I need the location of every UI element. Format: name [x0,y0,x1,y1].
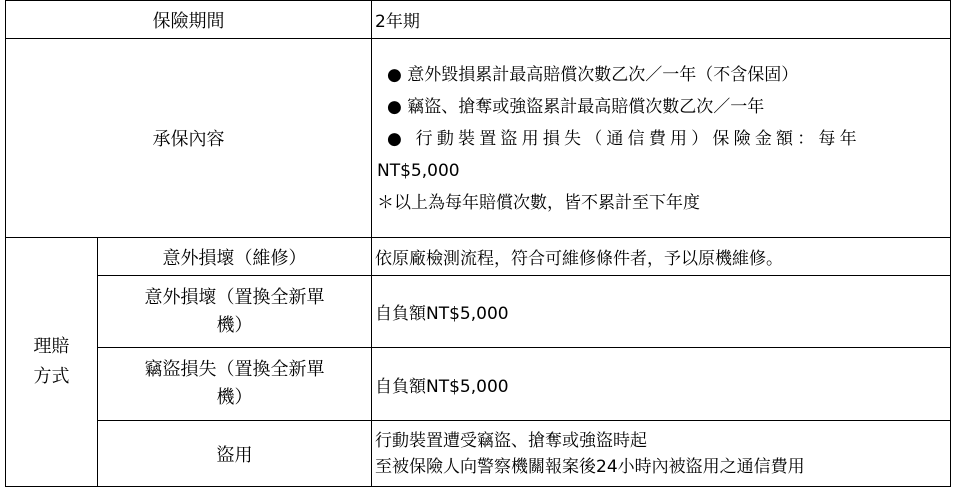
insurance-terms-table [5,0,951,487]
coverage-item-theft: ● 竊盜、搶奪或強盜累計最高賠償次數乙次／一年 [387,97,765,117]
claim-row-replace [6,276,951,348]
claim-row-theft [6,348,951,421]
claim-detail-misuse-line1: 行動裝置遭受竊盜、搶奪或強盜時起 [375,430,647,451]
claim-type-repair: 意外損壞（維修） [98,238,372,276]
claim-row-repair [6,238,951,276]
coverage-row [6,39,951,238]
claim-detail-repair: 依原廠檢測流程，符合可維修條件者，予以原機維修。 [372,238,951,276]
coverage-item-misuse: ● 行動裝置盜用損失（通信費用）保險金額：每年 [387,129,861,149]
claim-type-theft [98,348,372,421]
period-label: 保險期間 [6,1,372,39]
claims-method-label-line2: 方式 [33,366,70,387]
claim-type-replace-line1: 意外損壞（置換全新單 [144,286,325,308]
coverage-label: 承保內容 [6,39,372,238]
period-row [6,1,951,39]
claim-type-misuse: 盜用 [98,421,372,487]
coverage-note: ＊以上為每年賠償次數，皆不累計至下年度 [377,193,700,213]
claim-row-misuse [6,421,951,487]
claim-type-replace-line2: 機） [216,314,253,336]
claim-type-replace [98,276,372,348]
claims-method-label [6,238,98,487]
coverage-list [372,39,951,238]
claim-type-theft-line2: 機） [216,387,253,408]
period-value: 2年期 [372,1,951,39]
coverage-item-accident: ● 意外毀損累計最高賠償次數乙次／一年（不含保固） [387,65,799,85]
claim-detail-replace: 自負額NT$5,000 [372,276,951,348]
claims-method-label-line1: 理賠 [33,336,70,357]
claim-type-theft-line1: 竊盜損失（置換全新單 [144,359,325,380]
claim-detail-misuse [372,421,951,487]
coverage-item-misuse-amount: NT$5,000 [377,161,460,181]
claim-detail-misuse-line2: 至被保險人向警察機關報案後24小時內被盜用之通信費用 [375,456,805,477]
claim-detail-theft: 自負額NT$5,000 [372,348,951,421]
